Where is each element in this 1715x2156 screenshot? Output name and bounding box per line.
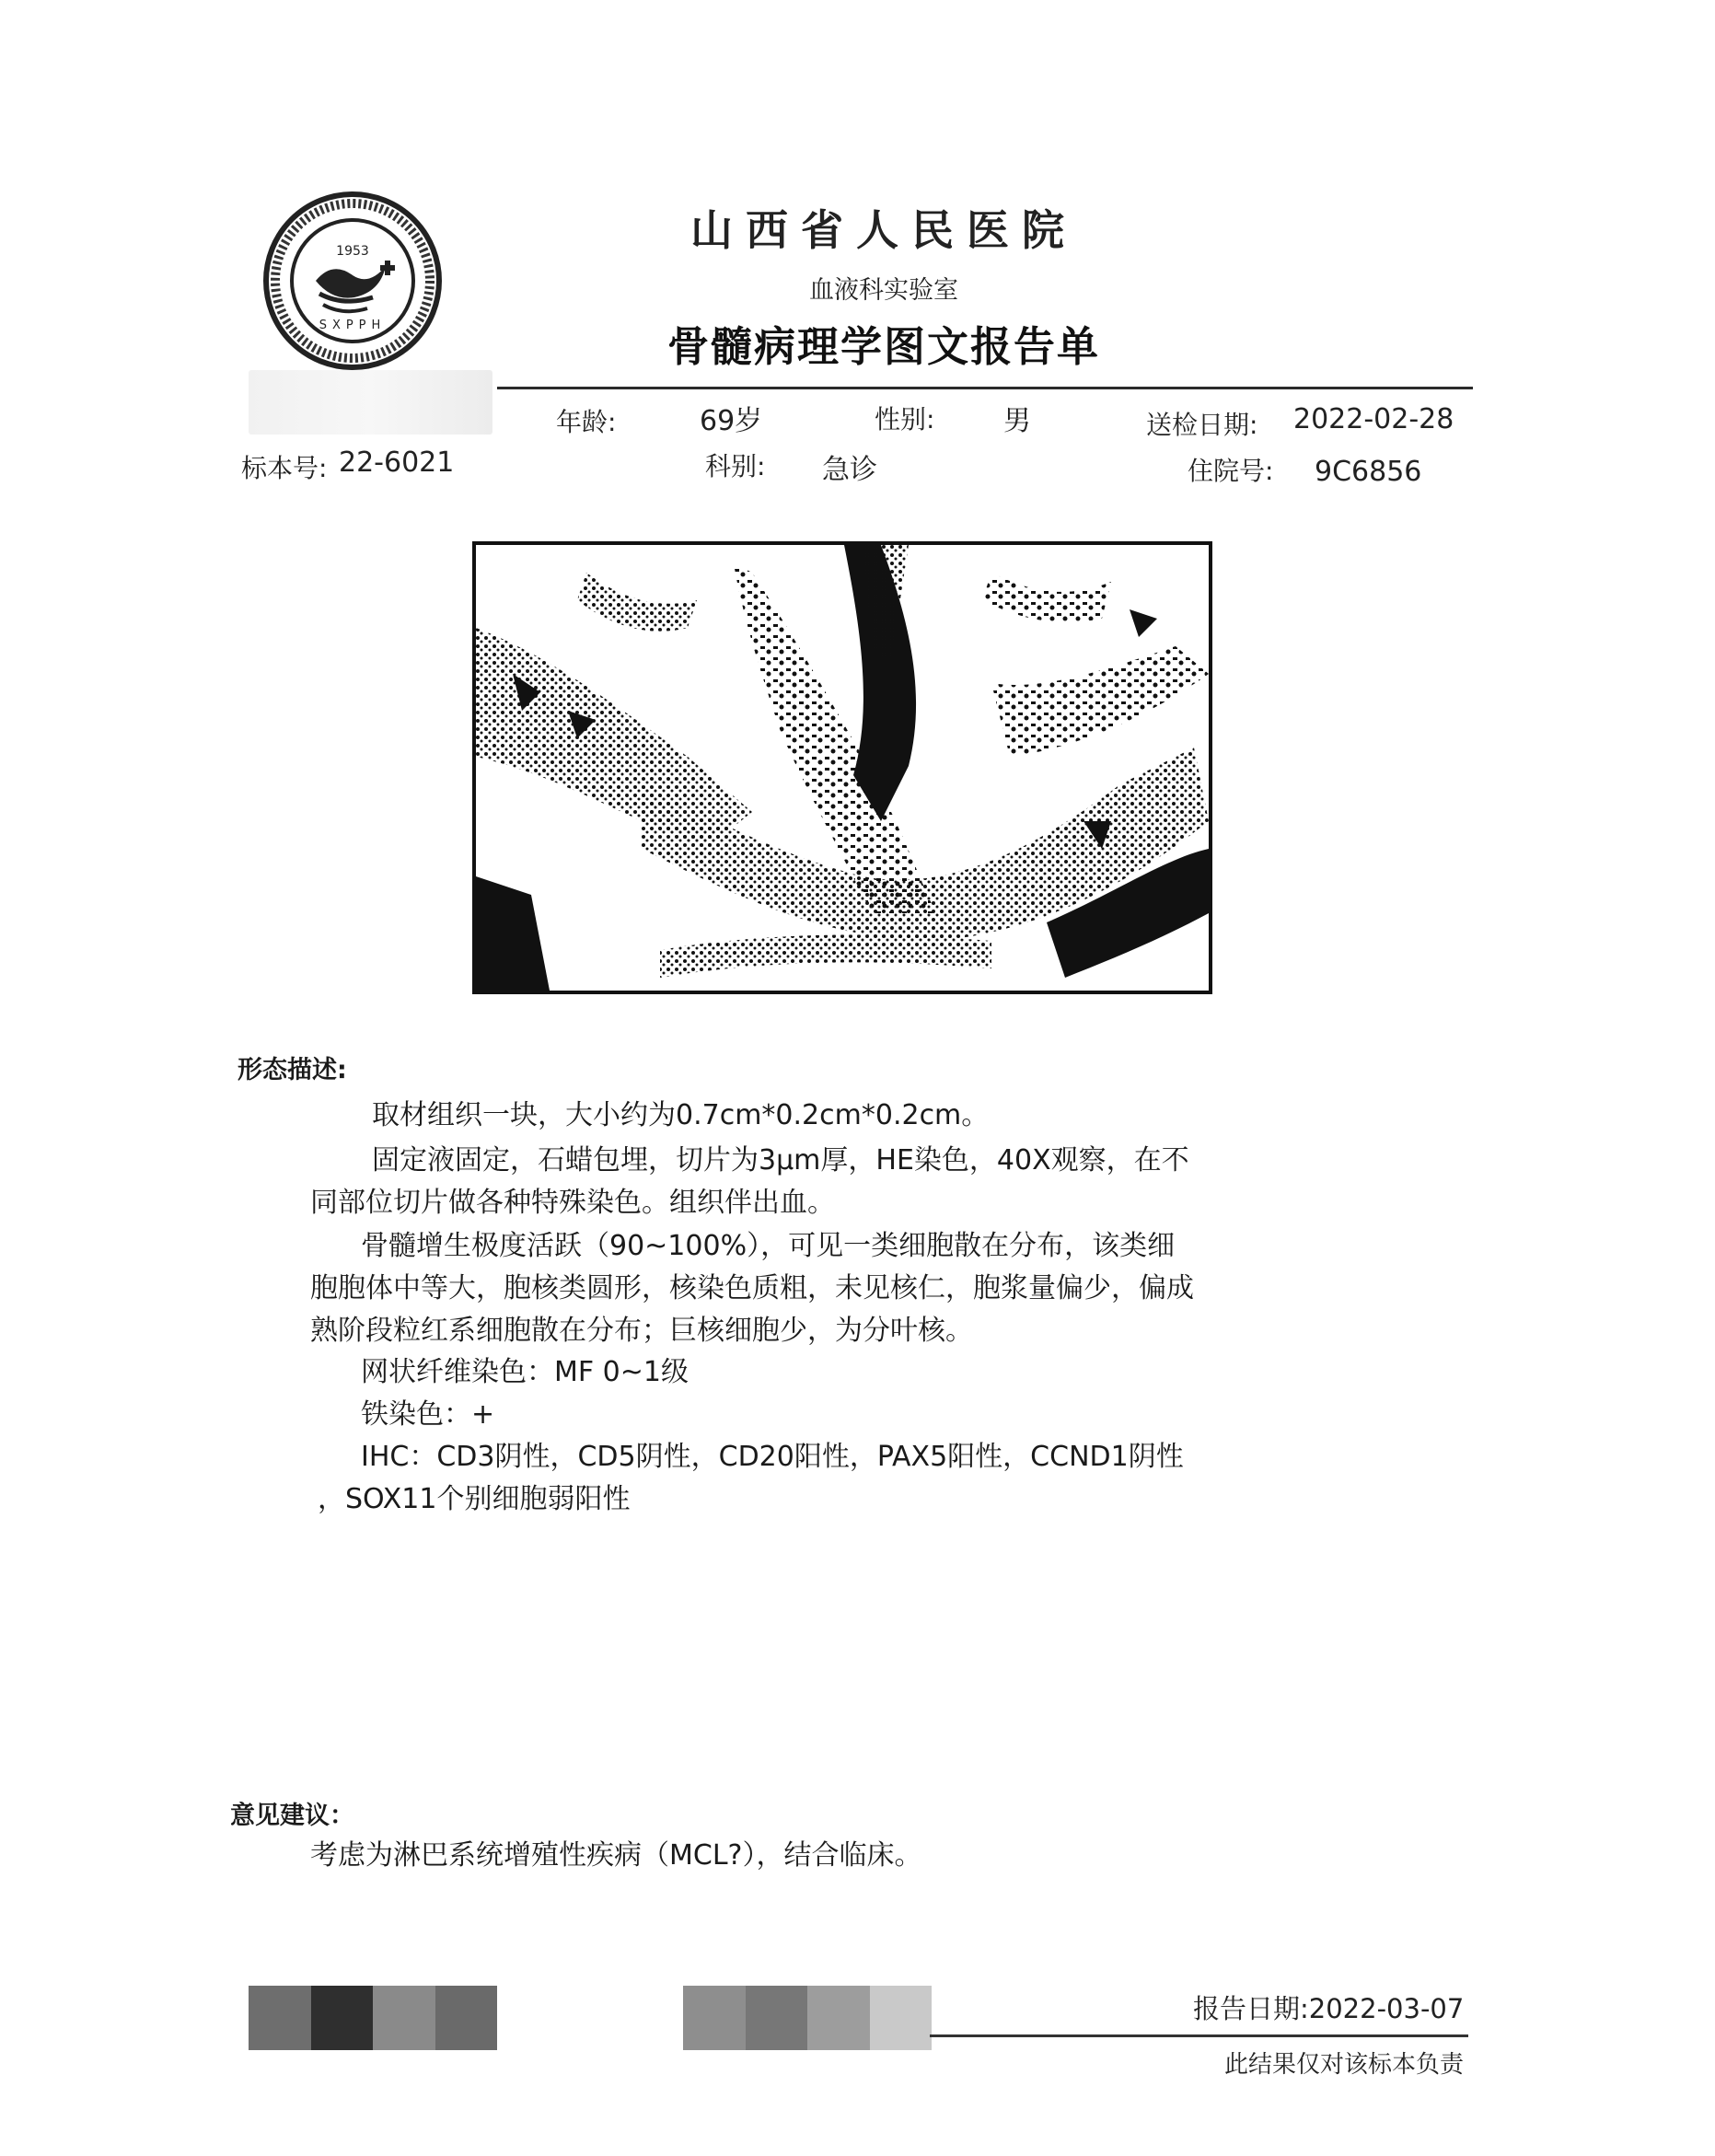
footer-divider xyxy=(930,2034,1468,2037)
morphology-line: 骨髓增生极度活跃（90~100%），可见一类细胞散在分布，该类细 xyxy=(361,1230,1176,1262)
inpatient-value: 9C6856 xyxy=(1315,456,1422,488)
morphology-line: ，SOX11个别细胞弱阳性 xyxy=(318,1483,631,1515)
submit-date-value: 2022-02-28 xyxy=(1293,403,1454,435)
morphology-line: 胞胞体中等大，胞核类圆形，核染色质粗，未见核仁，胞浆量偏少，偏成 xyxy=(310,1272,1194,1304)
disclaimer: 此结果仅对该标本负责 xyxy=(1224,2051,1465,2079)
specimen-label: 标本号: xyxy=(241,453,328,483)
morphology-heading: 形态描述: xyxy=(238,1056,347,1084)
morphology-line: 取材组织一块，大小约为0.7cm*0.2cm*0.2cm。 xyxy=(372,1099,990,1131)
morphology-line: 熟阶段粒红系细胞散在分布；巨核细胞少，为分叶核。 xyxy=(310,1315,973,1347)
opinion-heading: 意见建议： xyxy=(230,1802,354,1830)
morphology-line: 网状纤维染色：MF 0~1级 xyxy=(361,1356,689,1388)
header-divider xyxy=(497,387,1473,389)
redacted-signature xyxy=(683,1986,932,2050)
opinion-text: 考虑为淋巴系统增殖性疾病（MCL?），结合临床。 xyxy=(310,1839,922,1872)
morphology-line: 固定液固定，石蜡包埋，切片为3μm厚，HE染色，40X观察，在不 xyxy=(372,1144,1189,1177)
age-value: 69岁 xyxy=(700,405,763,437)
specimen-value: 22-6021 xyxy=(339,446,455,479)
report-title: 骨髓病理学图文报告单 xyxy=(666,322,1100,371)
inpatient-label: 住院号: xyxy=(1188,456,1274,486)
redacted-patient-name xyxy=(249,370,492,435)
age-label: 年龄: xyxy=(556,407,617,437)
seal-letters: SXPPH xyxy=(319,319,387,332)
morphology-line: IHC：CD3阴性，CD5阴性，CD20阳性，PAX5阳性，CCND1阴性 xyxy=(361,1441,1184,1473)
sex-label: 性别: xyxy=(875,404,935,435)
dept-value: 急诊 xyxy=(822,454,877,486)
dept-label: 科别: xyxy=(705,451,766,481)
hospital-seal xyxy=(262,191,443,371)
morphology-line: 同部位切片做各种特殊染色。组织伴出血。 xyxy=(310,1187,835,1219)
morphology-line: 铁染色：+ xyxy=(361,1398,495,1431)
department-name: 血液科实验室 xyxy=(809,276,958,305)
report-date: 报告日期:2022-03-07 xyxy=(1193,1993,1465,2024)
submit-date-label: 送检日期: xyxy=(1146,410,1258,440)
sex-value: 男 xyxy=(1003,405,1031,437)
redacted-signature xyxy=(249,1986,497,2050)
hospital-name: 山西省人民医院 xyxy=(690,205,1077,255)
bone-marrow-micrograph xyxy=(472,541,1212,994)
seal-year: 1953 xyxy=(336,244,369,259)
